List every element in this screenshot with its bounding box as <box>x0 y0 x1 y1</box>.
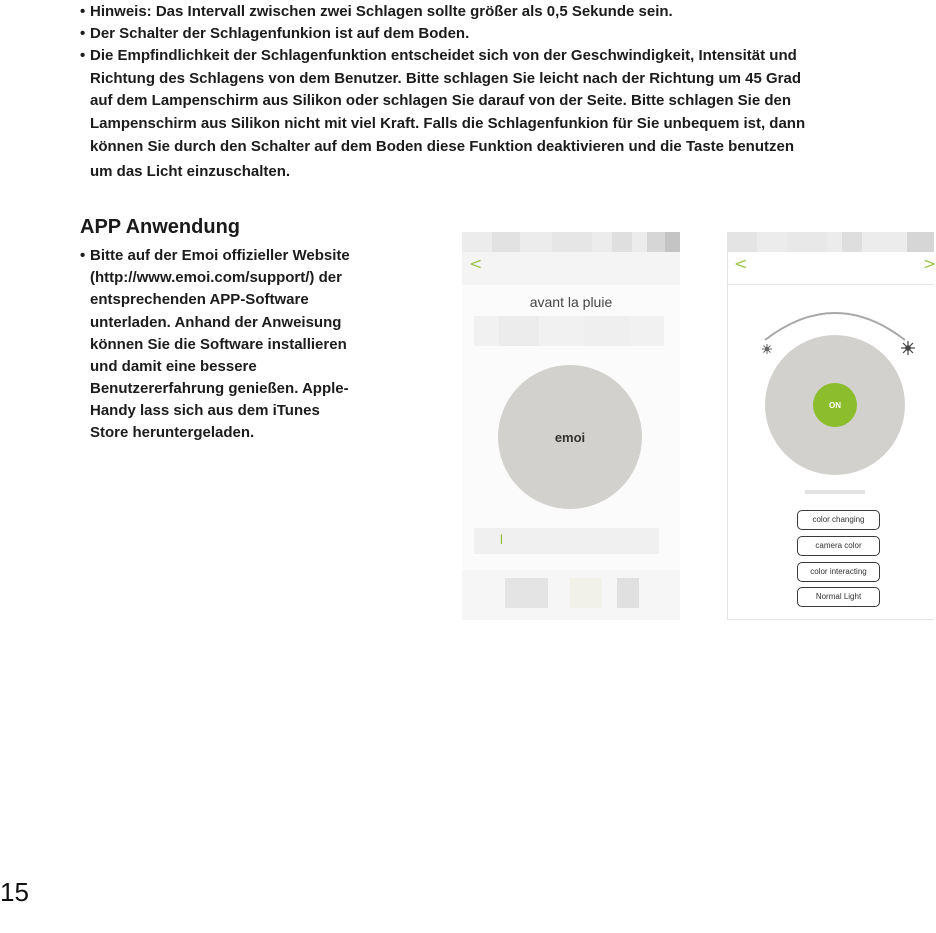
caption-placeholder <box>805 490 865 494</box>
mode-button-color-interacting: color interacting <box>797 562 880 582</box>
section-heading: APP Anwendung <box>80 216 240 238</box>
note-bullet: • <box>80 25 86 42</box>
mode-button-color-changing: color changing <box>797 510 880 530</box>
app-line: Bitte auf der Emoi offizieller Website <box>90 247 350 264</box>
power-label: ON <box>829 400 841 410</box>
emoi-logo: emoi <box>554 429 586 445</box>
note-line: Lampenschirm aus Silikon nicht mit viel Kraft. Falls die Schlagenfunkion für Sie unbequem ist, dann <box>90 115 806 132</box>
app-line: unterladen. Anhand der Anweisung <box>90 314 342 331</box>
back-arrow-icon: < <box>734 254 748 273</box>
forward-arrow-icon: > <box>923 254 936 273</box>
bottom-bar <box>462 570 680 620</box>
note-line: Hinweis: Das Intervall zwischen zwei Schlagen sollte größer als 0,5 Sekunde sein. <box>90 3 673 20</box>
scene-title: avant la pluie <box>529 294 613 310</box>
note-line: Die Empfindlichkeit der Schlagenfunktion entscheidet sich von der Geschwindigkeit, Intensität und <box>90 47 797 64</box>
note-line: Richtung des Schlagens von dem Benutzer. Bitte schlagen Sie leicht nach der Richtung um 45 Grad <box>90 70 801 87</box>
header-bar <box>462 252 680 285</box>
lamp-circle <box>498 365 642 509</box>
app-line: entsprechenden APP-Software <box>90 291 309 308</box>
note-line: können Sie durch den Schalter auf dem Boden diese Funktion deaktivieren und die Taste benutzen <box>90 138 795 155</box>
back-arrow-icon: < <box>469 254 483 273</box>
app-bullet: • <box>80 247 86 264</box>
note-bullet: • <box>80 3 86 20</box>
app-line: können Sie die Software installieren <box>90 336 347 353</box>
app-screenshot-control <box>727 232 934 620</box>
mode-button-normal-light: Normal Light <box>797 587 880 607</box>
note-bullet: • <box>80 47 86 64</box>
app-line: und damit eine bessere <box>90 358 257 375</box>
note-line: auf dem Lampenschirm aus Silikon oder schlagen Sie darauf von der Seite. Bitte schlagen Sie den <box>90 92 792 109</box>
status-bar <box>462 232 680 252</box>
note-line: Der Schalter der Schlagenfunkion ist auf dem Boden. <box>90 25 470 42</box>
app-line: Handy lass sich aus dem iTunes <box>90 402 320 419</box>
brightness-high-icon <box>901 341 915 355</box>
blurred-strip <box>474 316 664 346</box>
power-button <box>813 383 857 427</box>
cursor-mark: l <box>500 532 503 547</box>
brightness-low-icon <box>762 344 772 354</box>
app-line: Benutzererfahrung genießen. Apple- <box>90 380 349 397</box>
mode-button-camera-color: camera color <box>797 536 880 556</box>
app-screenshot-scene <box>462 232 680 620</box>
note-line: um das Licht einzuschalten. <box>90 163 291 180</box>
app-line: (http://www.emoi.com/support/) der <box>90 269 342 286</box>
page-number: 15 <box>0 877 29 907</box>
app-line: Store heruntergeladen. <box>90 424 255 441</box>
